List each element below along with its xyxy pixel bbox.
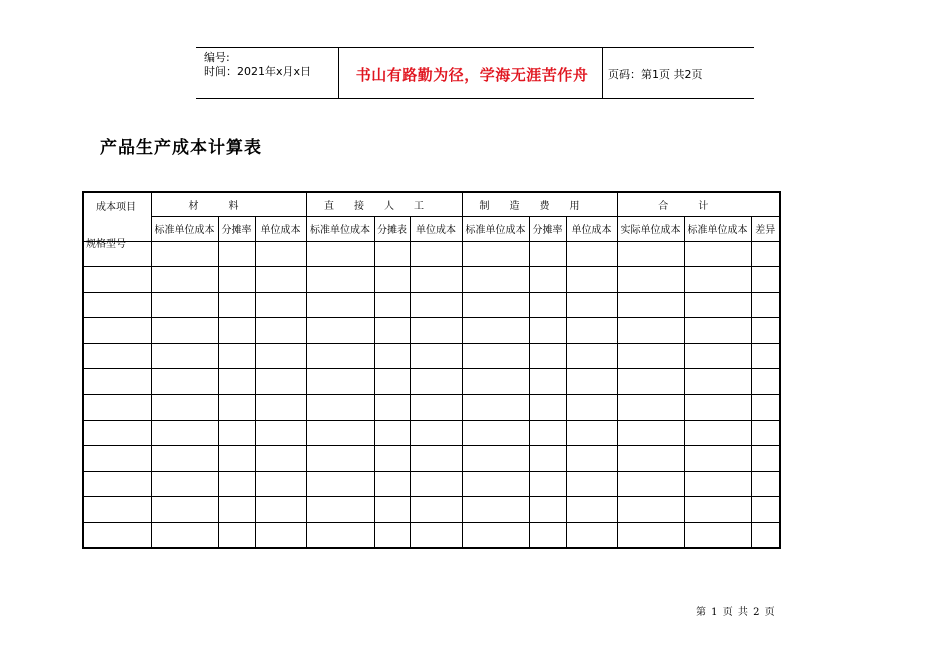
table-cell[interactable] [566, 395, 617, 421]
table-cell[interactable] [83, 446, 151, 472]
cost-table [82, 191, 781, 549]
table-cell[interactable] [151, 369, 218, 395]
table-cell[interactable] [410, 267, 462, 293]
table-cell[interactable] [151, 241, 218, 267]
table-cell[interactable] [306, 292, 374, 318]
table-cell[interactable] [751, 318, 780, 344]
table-cell[interactable] [255, 523, 306, 549]
table-row [83, 420, 780, 446]
table-cell[interactable] [617, 318, 684, 344]
table-cell[interactable] [529, 497, 566, 523]
table-cell[interactable] [410, 343, 462, 369]
table-cell[interactable] [529, 292, 566, 318]
table-cell[interactable] [151, 523, 218, 549]
table-cell[interactable] [529, 369, 566, 395]
table-cell[interactable] [529, 318, 566, 344]
column-header: 标准单位成本 [684, 216, 751, 241]
table-cell[interactable] [566, 241, 617, 267]
table-cell[interactable] [374, 523, 410, 549]
table-cell[interactable] [218, 318, 255, 344]
corner-bottom-label: 规格型号 [86, 239, 126, 250]
table-cell[interactable] [566, 292, 617, 318]
table-cell[interactable] [306, 420, 374, 446]
table-cell[interactable] [374, 369, 410, 395]
table-cell[interactable] [306, 343, 374, 369]
table-cell[interactable] [462, 395, 529, 421]
table-cell[interactable] [374, 471, 410, 497]
table-cell[interactable] [751, 523, 780, 549]
table-cell[interactable] [255, 497, 306, 523]
table-cell[interactable] [617, 471, 684, 497]
table-cell[interactable] [566, 523, 617, 549]
table-cell[interactable] [83, 318, 151, 344]
table-cell[interactable] [83, 395, 151, 421]
corner-top-label: 成本项目 [96, 202, 136, 213]
table-cell[interactable] [83, 267, 151, 293]
table-cell[interactable] [255, 318, 306, 344]
table-cell[interactable] [374, 446, 410, 472]
table-cell[interactable] [684, 318, 751, 344]
table-cell[interactable] [617, 420, 684, 446]
group-header-labor: 直接人工 [306, 192, 462, 216]
table-cell[interactable] [617, 292, 684, 318]
page-title: 产品生产成本计算表 [100, 138, 262, 158]
table-cell[interactable] [751, 369, 780, 395]
table-cell[interactable] [684, 523, 751, 549]
table-cell[interactable] [617, 369, 684, 395]
table-row [83, 523, 780, 549]
table-cell[interactable] [751, 343, 780, 369]
table-row [83, 471, 780, 497]
table-cell[interactable] [684, 343, 751, 369]
table-cell[interactable] [255, 420, 306, 446]
document-header [196, 47, 754, 99]
table-cell[interactable] [617, 267, 684, 293]
corner-cell [83, 192, 151, 250]
table-cell[interactable] [255, 471, 306, 497]
table-cell[interactable] [374, 395, 410, 421]
column-header: 分摊表 [374, 216, 410, 241]
table-cell[interactable] [566, 446, 617, 472]
table-cell[interactable] [255, 292, 306, 318]
table-cell[interactable] [306, 369, 374, 395]
header-motto: 书山有路勤为径，学海无涯苦作舟 [355, 66, 589, 84]
header-meta [204, 51, 311, 79]
table-cell[interactable] [617, 241, 684, 267]
table-cell[interactable] [462, 446, 529, 472]
table-cell[interactable] [751, 292, 780, 318]
table-cell[interactable] [529, 395, 566, 421]
table-cell[interactable] [218, 523, 255, 549]
table-cell[interactable] [462, 292, 529, 318]
table-cell[interactable] [751, 471, 780, 497]
table-cell[interactable] [684, 497, 751, 523]
table-cell[interactable] [410, 369, 462, 395]
table-cell[interactable] [410, 497, 462, 523]
table-cell[interactable] [684, 420, 751, 446]
table-cell[interactable] [83, 471, 151, 497]
column-header: 分摊率 [218, 216, 255, 241]
page-footer: 第 1 页 共 2 页 [696, 607, 776, 618]
table-cell[interactable] [566, 497, 617, 523]
table-cell[interactable] [751, 267, 780, 293]
table-cell[interactable] [410, 523, 462, 549]
table-cell[interactable] [410, 471, 462, 497]
table-cell[interactable] [255, 395, 306, 421]
column-header: 标准单位成本 [151, 216, 218, 241]
table-cell[interactable] [462, 241, 529, 267]
table-cell[interactable] [410, 292, 462, 318]
table-cell[interactable] [751, 446, 780, 472]
table-cell[interactable] [83, 420, 151, 446]
group-header-total: 合计 [617, 192, 780, 216]
table-cell[interactable] [255, 241, 306, 267]
column-header: 差异 [751, 216, 780, 241]
table-cell[interactable] [684, 292, 751, 318]
table-row [83, 318, 780, 344]
table-cell[interactable] [617, 343, 684, 369]
table-cell[interactable] [306, 523, 374, 549]
table-cell[interactable] [374, 318, 410, 344]
table-cell[interactable] [410, 318, 462, 344]
table-cell[interactable] [218, 369, 255, 395]
table-cell[interactable] [218, 471, 255, 497]
table-cell[interactable] [83, 497, 151, 523]
table-cell[interactable] [218, 343, 255, 369]
table-cell[interactable] [151, 318, 218, 344]
table-cell[interactable] [374, 267, 410, 293]
table-row [83, 446, 780, 472]
table-cell[interactable] [255, 267, 306, 293]
table-cell[interactable] [151, 420, 218, 446]
table-cell[interactable] [218, 497, 255, 523]
column-header: 标准单位成本 [462, 216, 529, 241]
header-page-label: 页码：第1页 共2页 [608, 68, 703, 81]
table-cell[interactable] [218, 241, 255, 267]
table-cell[interactable] [151, 292, 218, 318]
table-row [83, 267, 780, 293]
table-cell[interactable] [218, 446, 255, 472]
table-cell[interactable] [306, 241, 374, 267]
table-cell[interactable] [410, 420, 462, 446]
table-cell[interactable] [83, 343, 151, 369]
table-row [83, 241, 780, 267]
column-header: 实际单位成本 [617, 216, 684, 241]
table-cell[interactable] [151, 343, 218, 369]
table-cell[interactable] [529, 471, 566, 497]
table-cell[interactable] [83, 523, 151, 549]
table-cell[interactable] [566, 471, 617, 497]
table-cell[interactable] [306, 267, 374, 293]
header-divider [602, 48, 603, 98]
table-cell[interactable] [410, 395, 462, 421]
table-cell[interactable] [151, 471, 218, 497]
table-cell[interactable] [374, 292, 410, 318]
table-cell[interactable] [751, 395, 780, 421]
table-cell[interactable] [462, 471, 529, 497]
column-header: 单位成本 [566, 216, 617, 241]
table-cell[interactable] [255, 343, 306, 369]
table-cell[interactable] [617, 523, 684, 549]
table-row [83, 497, 780, 523]
table-cell[interactable] [684, 446, 751, 472]
table-cell[interactable] [566, 420, 617, 446]
header-divider [338, 48, 339, 98]
table-cell[interactable] [151, 497, 218, 523]
table-cell[interactable] [566, 318, 617, 344]
table-cell[interactable] [617, 395, 684, 421]
table-cell[interactable] [684, 471, 751, 497]
column-header: 标准单位成本 [306, 216, 374, 241]
date-label: 时间：2021年x月x日 [204, 65, 312, 78]
table-cell[interactable] [410, 241, 462, 267]
table-cell[interactable] [462, 420, 529, 446]
table-cell[interactable] [306, 395, 374, 421]
table-cell[interactable] [684, 369, 751, 395]
table-cell[interactable] [218, 292, 255, 318]
table-cell[interactable] [529, 267, 566, 293]
table-cell[interactable] [374, 241, 410, 267]
table-cell[interactable] [617, 497, 684, 523]
table-cell[interactable] [306, 446, 374, 472]
table-cell[interactable] [529, 241, 566, 267]
table-cell[interactable] [83, 369, 151, 395]
table-cell[interactable] [462, 369, 529, 395]
table-cell[interactable] [566, 343, 617, 369]
table-cell[interactable] [218, 267, 255, 293]
group-header-overhead: 制造费用 [462, 192, 617, 216]
table-row [83, 343, 780, 369]
table-cell[interactable] [255, 369, 306, 395]
number-label: 编号: [204, 51, 230, 64]
table-cell[interactable] [684, 241, 751, 267]
table-row [83, 369, 780, 395]
table-cell[interactable] [529, 523, 566, 549]
table-cell[interactable] [255, 446, 306, 472]
table-cell[interactable] [462, 497, 529, 523]
table-cell[interactable] [462, 343, 529, 369]
column-header: 分摊率 [529, 216, 566, 241]
table-cell[interactable] [151, 267, 218, 293]
table-row [83, 292, 780, 318]
table-cell[interactable] [218, 395, 255, 421]
table-cell[interactable] [684, 395, 751, 421]
table-cell[interactable] [151, 446, 218, 472]
table-cell[interactable] [529, 446, 566, 472]
table-cell[interactable] [462, 318, 529, 344]
table-cell[interactable] [751, 241, 780, 267]
table-cell[interactable] [306, 497, 374, 523]
table-cell[interactable] [374, 343, 410, 369]
table-cell[interactable] [410, 446, 462, 472]
table-cell[interactable] [684, 267, 751, 293]
table-cell[interactable] [83, 292, 151, 318]
table-cell[interactable] [374, 497, 410, 523]
table-row [83, 395, 780, 421]
table-cell[interactable] [529, 343, 566, 369]
table-cell[interactable] [306, 318, 374, 344]
table-cell[interactable] [566, 369, 617, 395]
table-cell[interactable] [374, 420, 410, 446]
table-cell[interactable] [462, 523, 529, 549]
column-header: 单位成本 [255, 216, 306, 241]
table-cell[interactable] [751, 420, 780, 446]
table-cell[interactable] [218, 420, 255, 446]
table-cell[interactable] [529, 420, 566, 446]
column-header: 单位成本 [410, 216, 462, 241]
table-cell[interactable] [151, 395, 218, 421]
table-cell[interactable] [617, 446, 684, 472]
group-header-material: 材料 [151, 192, 306, 216]
table-cell[interactable] [751, 497, 780, 523]
table-cell[interactable] [462, 267, 529, 293]
table-cell[interactable] [566, 267, 617, 293]
table-cell[interactable] [306, 471, 374, 497]
